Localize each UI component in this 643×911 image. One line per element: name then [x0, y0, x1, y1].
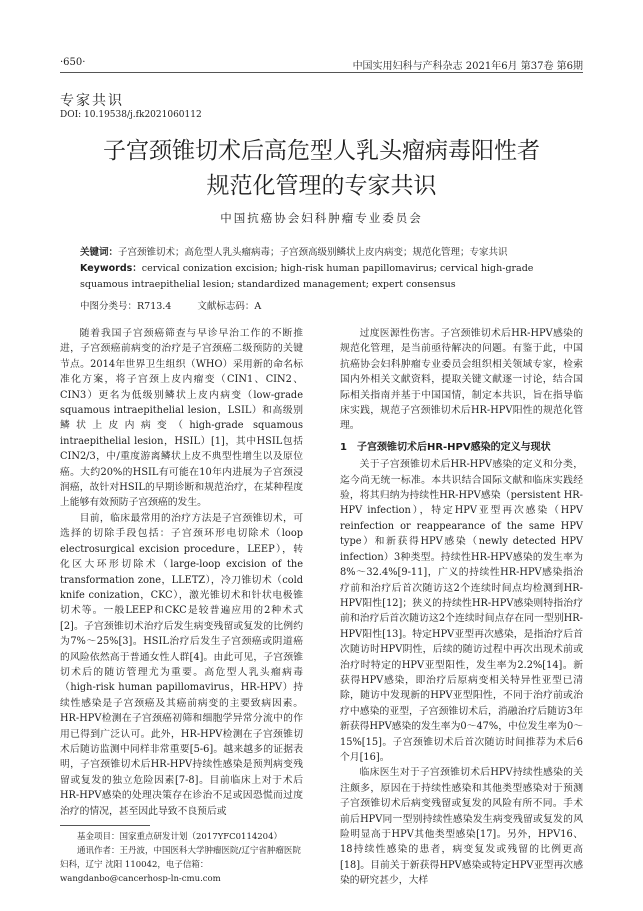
- title-line-2: 规范化管理的专家共识: [206, 173, 437, 199]
- keywords-block: [80, 245, 558, 293]
- clc-number: 中图分类号：R713.4: [80, 301, 172, 312]
- footnote-rule: [60, 825, 150, 826]
- doi[interactable]: DOI: 10.19538/j.fk2021060112: [60, 110, 202, 120]
- keywords-en-label: Keywords：: [80, 263, 142, 274]
- section-heading: 1 子宫颈锥切术后HR-HPV感染的定义与现状: [340, 441, 551, 453]
- keywords-cn-text: 子宫颈锥切术；高危型人乳头瘤病毒；子宫颈高级别鳞状上皮内病变；规范化管理；专家共识: [118, 247, 508, 258]
- title-line-1: 子宫颈锥切术后高危型人乳头瘤病毒阳性者: [103, 138, 540, 164]
- keywords-en: [80, 261, 558, 293]
- page-title: [60, 134, 583, 204]
- keywords-en-text: cervical conization excision; high-risk human papillomavirus; cervical high-grade squamous intraepithelial lesion; standardized management; expert consensus: [80, 263, 534, 290]
- footnote-fund: 基金项目：国家重点研发计划（2017YFC0114204）: [77, 832, 283, 842]
- page-number: ·650·: [60, 57, 86, 68]
- document-code: 文献标志码：A: [197, 301, 262, 312]
- classification-line: [80, 298, 287, 312]
- body-paragraph: 随着我国子宫颈癌筛查与早诊早治工作的不断推进，子宫颈癌前病变的治疗是子宫颈癌二级预防的关键节点。2014年世界卫生组织（WHO）采用新的命名标准化方案，将子宫颈上皮内瘤变（CIN1、CIN2、CIN3）更名为低级别鳞状上皮内病变（low-grade squamous intraepithelial lesion，LSIL）和高级别鳞状上皮内病变（high-grade squamous intraepithelial lesion，HSIL）[1]，其中HSIL包括CIN2/3，中/重度游离鳞状上皮不典型性增生以及原位癌。大约20%的HSIL有可能在10年内进展为子宫颈浸润癌，故针对HSIL的早期诊断和规范治疗，在某种程度上能够有效预防子宫颈癌的发生。: [60, 328, 303, 509]
- body-column-right: [340, 326, 583, 889]
- section-label: 专家共识: [60, 93, 124, 109]
- keywords-cn-label: 关键词：: [80, 247, 119, 258]
- authors: 中国抗癌协会妇科肿瘤专业委员会: [220, 211, 423, 225]
- body-paragraph: 临床医生对于子宫颈锥切术后HPV持续性感染的关注颇多，原因在于持续性感染和其他类型感染对于预测子宫颈锥切术后病变残留或复发的风险有所不同。手术前后HPV同一型别持续性感染发生病变残留或复发的风险明显高于HPV其他类型感染[17]。另外，HPV16、18持续性感染的患者，病变复发或残留的比例更高[18]。目前关于新获得HPV感染或特定HPV亚型再次感染的研究甚少，大样: [340, 767, 583, 887]
- keywords-cn: [80, 245, 558, 261]
- header-rule: [60, 72, 583, 73]
- footnote-correspondence: 通讯作者：王丹波，中国医科大学肿瘤医院/辽宁省肿瘤医院妇科，辽宁 沈阳 110042，电子信箱：wangdanbo@cancerhosp-ln-cmu.com: [60, 846, 301, 884]
- footnotes: [60, 830, 303, 886]
- body-paragraph: 关于子宫颈锥切术后HR-HPV感染的定义和分类，迄今尚无统一标准。本共识结合国际文献和临床实践经验，将其归纳为持续性HR-HPV感染（persistent HR-HPV infection），特定HPV亚型再次感染（HPV reinfection or reappearance of the same HPV type）和新获得HPV感染（newly detected HPV infection）3种类型。持续性HR-HPV感染的发生率为8%～32.4%[9-11]，广义的持续性HR-HPV感染指治疗前和治疗后首次随访这2个连续时间点均检测到HR-HPV阳性[12]；狭义的持续性HR-HPV感染则特指治疗前和治疗后首次随访这2个连续时间点存在同一型别HR-HPV阳性[13]。特定HPV亚型再次感染，是指治疗后首次随访时HPV阴性，后续的随访过程中再次出现术前或治疗时特定的HPV亚型阳性，发生率为2.2%[14]。新获得HPV感染，即治疗后原病变相关特异性亚型已清除，随访中发现新的HPV亚型阳性，不同于治疗前或治疗中感染的亚型，子宫颈锥切术后，消融治疗后随访3年新获得HPV感染的发生率为0～47%，中位发生率为0～15%[15]。子宫颈锥切术后首次随访时间推荐为术后6个月[16]。: [340, 459, 583, 763]
- body-paragraph: 目前，临床最常用的治疗方法是子宫颈锥切术，可选择的切除手段包括：子宫颈环形电切除术（loop electrosurgical excision procedure，LEEP），转化区大环形切除术（large-loop excision of the transformation zone，LLETZ），冷刀锥切术（cold knife conization，CKC），激光锥切术和针状电极锥切术等。一般LEEP和CKC是较普遍应用的2种术式[2]。子宫颈锥切术治疗后发生病变残留或复发的比例约为7%～25%[3]。HSIL治疗后发生子宫颈癌或阴道癌的风险依然高于普通女性人群[4]。由此可见，子宫颈锥切术后的随访管理尤为重要。高危型人乳头瘤病毒（high-risk human papillomavirus，HR-HPV）持续性感染是子宫颈癌及其癌前病变的主要致病因素。HR-HPV检测在子宫颈癌初筛和细胞学异常分流中的作用已得到广泛认可。此外，HR-HPV检测在子宫颈锥切术后随访监测中同样非常重要[5-6]。越来越多的证据表明，子宫颈锥切术后HR-HPV持续性感染是预判病变残留或复发的独立危险因素[7-8]。目前临床上对于术后HR-HPV感染的处理决策存在诊治不足或因恐慌而过度治疗的情况，甚至因此导致不良预后或: [60, 512, 303, 817]
- body-column-left: [60, 326, 303, 819]
- journal-info: 中国实用妇科与产科杂志 2021年6月 第37卷 第6期: [352, 61, 583, 72]
- body-paragraph: 过度医源性伤害。子宫颈锥切术后HR-HPV感染的规范化管理，是当前亟待解决的问题。有鉴于此，中国抗癌协会妇科肿瘤专业委员会组织相关领域专家，检索国内外相关文献资料，提取关键文献逐一讨论，结合国际相关指南并基于中国国情，制定本共识，旨在指导临床实践，规范子宫颈锥切术后HR-HPV阳性的规范化管理。: [340, 328, 583, 432]
